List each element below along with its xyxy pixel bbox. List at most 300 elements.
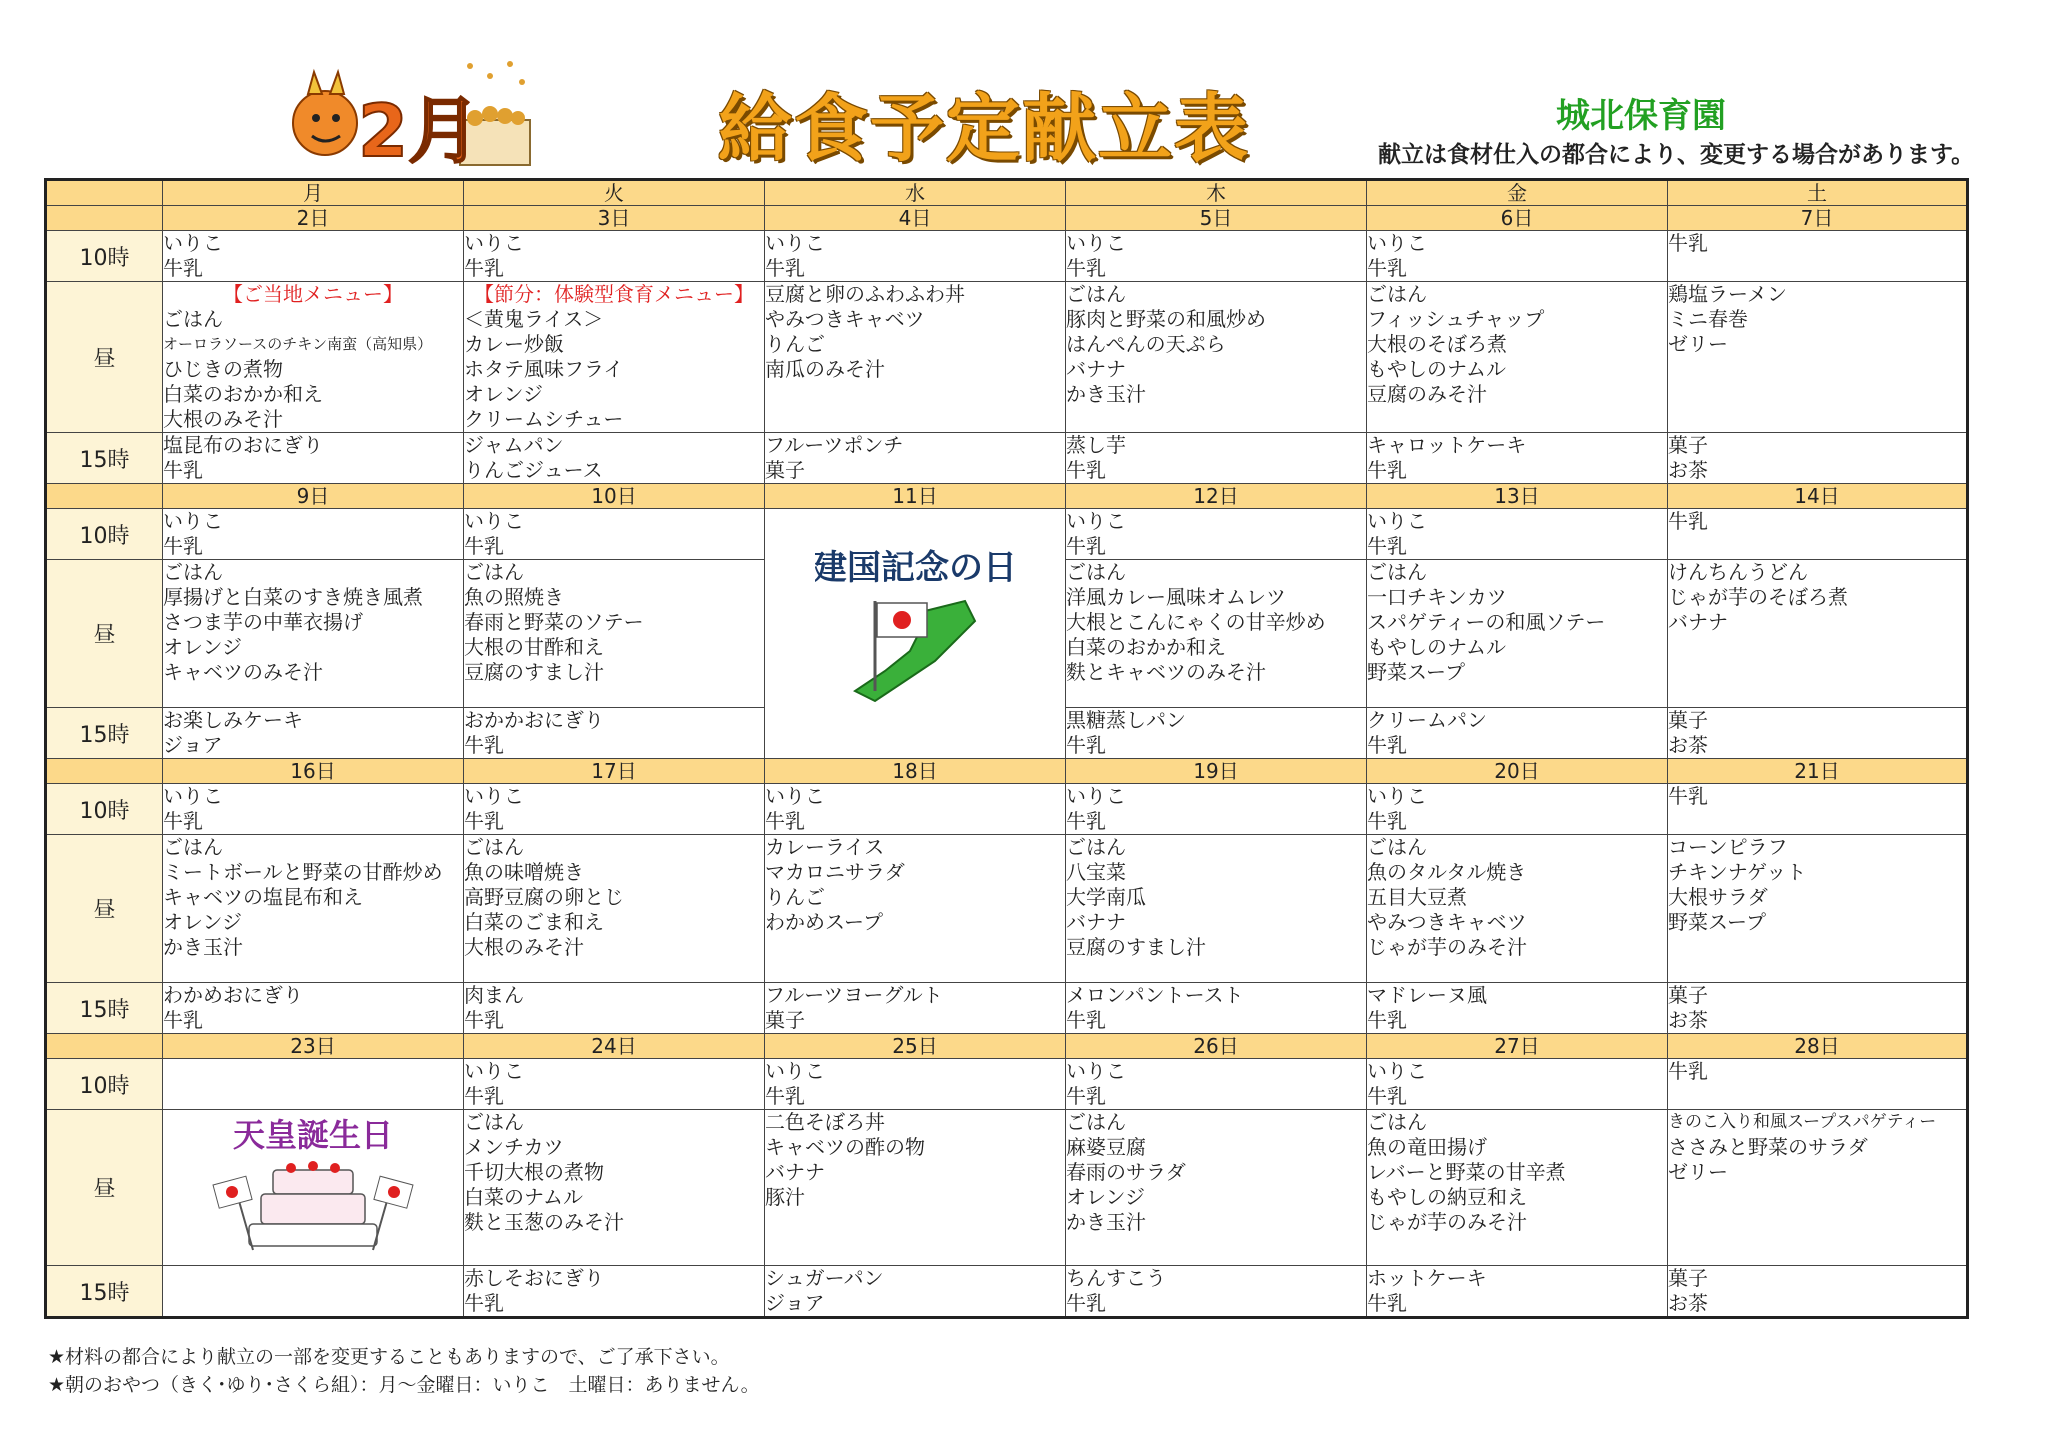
menu-item: 牛乳: [1367, 809, 1407, 833]
menu-item: けんちんうどん: [1668, 560, 1808, 584]
lunch-special-heading: 【ご当地メニュー】: [223, 282, 403, 306]
month-label: 2月: [358, 89, 481, 173]
menu-item: バナナ: [1066, 910, 1126, 934]
menu-item: 牛乳: [163, 458, 203, 482]
menu-item: いりこ: [1066, 784, 1126, 808]
menu-item: バナナ: [765, 1160, 825, 1184]
menu-item: 牛乳: [1668, 784, 1708, 808]
menu-item: いりこ: [464, 231, 524, 255]
menu-item: はんぺんの天ぷら: [1066, 332, 1226, 356]
lunch-row: [46, 835, 1968, 983]
menu-item: ゼリー: [1668, 1160, 1728, 1184]
menu-item: メロンパントースト: [1066, 983, 1244, 1007]
menu-cell: [163, 835, 464, 983]
corner-cell: [46, 180, 163, 206]
row-label-morning: 10時: [46, 784, 163, 835]
weekday-header-row: [46, 180, 1968, 206]
date-cell: 3日: [464, 206, 765, 231]
menu-cell: [1668, 1110, 1968, 1266]
menu-item: やみつきキャベツ: [765, 307, 925, 331]
date-row-label: [46, 206, 163, 231]
menu-item: 塩昆布のおにぎり: [163, 433, 323, 457]
menu-item: ゼリー: [1668, 332, 1728, 356]
menu-item: ホタテ風味フライ: [464, 357, 624, 381]
menu-item: 千切大根の煮物: [464, 1160, 604, 1184]
menu-item: いりこ: [765, 231, 825, 255]
menu-item: 魚の照焼き: [464, 585, 564, 609]
menu-item: 牛乳: [1367, 1008, 1407, 1032]
menu-item: 野菜スープ: [1668, 910, 1766, 934]
menu-cell: [464, 784, 765, 835]
menu-item: クリームパン: [1367, 708, 1487, 732]
morning-row: [46, 784, 1968, 835]
date-cell: 10日: [464, 484, 765, 509]
menu-cell: [1668, 784, 1968, 835]
menu-item: お茶: [1668, 733, 1708, 757]
menu-cell: [1066, 509, 1367, 560]
snack-row: [46, 1266, 1968, 1318]
menu-cell: [1367, 708, 1668, 759]
menu-item: りんご: [765, 885, 825, 909]
menu-item: 鶏塩ラーメン: [1668, 282, 1787, 306]
menu-cell: [464, 1059, 765, 1110]
menu-item: 牛乳: [1066, 1291, 1106, 1315]
menu-item: メンチカツ: [464, 1135, 564, 1159]
school-name: 城北保育園: [1556, 96, 1726, 136]
menu-item: いりこ: [765, 784, 825, 808]
menu-cell: [1668, 282, 1968, 433]
menu-cell: [464, 509, 765, 560]
menu-item: ちんすこう: [1066, 1266, 1166, 1290]
menu-item: ごはん: [1367, 1110, 1427, 1134]
menu-item: じゃが芋のみそ汁: [1367, 1210, 1527, 1234]
menu-item: 菓子: [765, 458, 805, 482]
menu-cell: [163, 231, 464, 282]
national-foundation-day-icon: [815, 541, 1015, 721]
menu-item: いりこ: [1066, 1059, 1126, 1083]
menu-item: ごはん: [163, 307, 223, 331]
menu-item: 白菜のおかか和え: [163, 382, 323, 406]
menu-cell: [1668, 983, 1968, 1034]
menu-item: 肉まん: [464, 983, 524, 1007]
menu-cell: [765, 231, 1066, 282]
menu-item: バナナ: [1066, 357, 1126, 381]
menu-item: 魚の味噌焼き: [464, 860, 584, 884]
menu-item: ジョア: [163, 733, 223, 757]
menu-cell: [163, 1266, 464, 1318]
menu-cell: [1066, 433, 1367, 484]
menu-item: 牛乳: [1668, 1059, 1708, 1083]
menu-cell: [1066, 835, 1367, 983]
menu-item: ミートボールと野菜の甘酢炒め: [163, 860, 443, 884]
menu-item: 菓子: [1668, 983, 1708, 1007]
menu-cell: [464, 1266, 765, 1318]
date-cell: 17日: [464, 759, 765, 784]
menu-item: 大根とこんにゃくの甘辛炒め: [1066, 610, 1326, 634]
menu-item: 黒糖蒸しパン: [1066, 708, 1186, 732]
menu-item: 牛乳: [1066, 809, 1106, 833]
row-label-lunch: 昼: [46, 282, 163, 433]
menu-item: チキンナゲット: [1668, 860, 1807, 884]
menu-item: ごはん: [163, 560, 223, 584]
menu-cell: [1367, 835, 1668, 983]
date-row-label: [46, 759, 163, 784]
menu-item: キャベツのみそ汁: [163, 660, 323, 684]
date-cell: 6日: [1367, 206, 1668, 231]
menu-cell: [1367, 1059, 1668, 1110]
menu-cell: [163, 509, 464, 560]
menu-item: コーンピラフ: [1668, 835, 1788, 859]
menu-cell: [765, 282, 1066, 433]
menu-cell: [765, 983, 1066, 1034]
menu-item: フルーツヨーグルト: [765, 983, 943, 1007]
row-label-snack: 15時: [46, 708, 163, 759]
menu-item: 牛乳: [1367, 534, 1407, 558]
menu-item: いりこ: [163, 509, 223, 533]
menu-item: 赤しそおにぎり: [464, 1266, 604, 1290]
morning-row: [46, 231, 1968, 282]
date-cell: 25日: [765, 1034, 1066, 1059]
row-label-morning: 10時: [46, 231, 163, 282]
menu-item: いりこ: [1367, 231, 1427, 255]
menu-item: いりこ: [163, 784, 223, 808]
menu-item: わかめおにぎり: [163, 983, 303, 1007]
menu-item: いりこ: [464, 1059, 524, 1083]
menu-item: ホットケーキ: [1367, 1266, 1487, 1290]
menu-item: 牛乳: [464, 1291, 504, 1315]
menu-cell: [1367, 784, 1668, 835]
date-row: [46, 206, 1968, 231]
menu-item: いりこ: [464, 509, 524, 533]
footer-note: ★朝のおやつ（きく･ゆり･さくら組）：月～金曜日：いりこ 土曜日：ありません。: [48, 1374, 760, 1396]
menu-item: お茶: [1668, 1291, 1708, 1315]
menu-item: ごはん: [464, 835, 524, 859]
menu-item: 一口チキンカツ: [1367, 585, 1507, 609]
date-cell: 12日: [1066, 484, 1367, 509]
menu-cell: [464, 1110, 765, 1266]
menu-item: 八宝菜: [1066, 860, 1126, 884]
menu-item: ごはん: [1367, 560, 1427, 584]
menu-item: 牛乳: [464, 733, 504, 757]
page-header: [0, 0, 2048, 175]
menu-cell: [163, 282, 464, 433]
menu-cell: [464, 983, 765, 1034]
menu-item: いりこ: [163, 231, 223, 255]
menu-cell: [464, 708, 765, 759]
menu-cell: [1066, 231, 1367, 282]
menu-cell: [765, 1266, 1066, 1318]
date-cell: 27日: [1367, 1034, 1668, 1059]
menu-cell: [1367, 433, 1668, 484]
menu-item: 牛乳: [1367, 733, 1407, 757]
menu-cell: [1367, 560, 1668, 708]
menu-item: かき玉汁: [1066, 382, 1146, 406]
date-cell: 18日: [765, 759, 1066, 784]
footer-notes: [48, 1343, 760, 1399]
menu-cell: [1668, 231, 1968, 282]
menu-item: 蒸し芋: [1066, 433, 1126, 457]
menu-item: キャロットケーキ: [1367, 433, 1527, 457]
menu-item: ＜黄鬼ライス＞: [464, 307, 604, 331]
date-row: [46, 759, 1968, 784]
menu-cell: [1066, 1110, 1367, 1266]
menu-cell: [1367, 231, 1668, 282]
menu-item: 大根のみそ汁: [163, 407, 283, 431]
menu-item: 牛乳: [1066, 1084, 1106, 1108]
menu-item: 牛乳: [1668, 509, 1708, 533]
menu-item: フルーツポンチ: [765, 433, 904, 457]
menu-cell: [163, 1059, 464, 1110]
menu-item: 菓子: [765, 1008, 805, 1032]
menu-item: ごはん: [1066, 1110, 1126, 1134]
row-label-snack: 15時: [46, 1266, 163, 1318]
date-cell: 13日: [1367, 484, 1668, 509]
menu-item: 牛乳: [765, 1084, 805, 1108]
menu-item: ごはん: [163, 835, 223, 859]
menu-cell: [1066, 560, 1367, 708]
menu-item: 豆腐のすまし汁: [1066, 935, 1206, 959]
menu-item: 菓子: [1668, 708, 1708, 732]
menu-item: 牛乳: [1066, 733, 1106, 757]
menu-item: オレンジ: [163, 910, 242, 934]
menu-item: 牛乳: [163, 809, 203, 833]
menu-item: 大根のそぼろ煮: [1367, 332, 1507, 356]
menu-item: シュガーパン: [765, 1266, 884, 1290]
date-row-label: [46, 484, 163, 509]
date-cell: 20日: [1367, 759, 1668, 784]
date-cell: 11日: [765, 484, 1066, 509]
menu-item: バナナ: [1668, 610, 1728, 634]
menu-item: かき玉汁: [163, 935, 243, 959]
menu-cell: [1367, 1110, 1668, 1266]
menu-item: いりこ: [464, 784, 524, 808]
menu-item: 魚のタルタル焼き: [1367, 860, 1527, 884]
menu-item: さつま芋の中華衣揚げ: [163, 610, 363, 634]
menu-item: 麩とキャベツのみそ汁: [1066, 660, 1266, 684]
date-cell: 16日: [163, 759, 464, 784]
menu-item: クリームシチュー: [464, 407, 624, 431]
menu-cell: [1668, 560, 1968, 708]
menu-item: キャベツの酢の物: [765, 1135, 925, 1159]
menu-item: 牛乳: [464, 256, 504, 280]
menu-item: ジャムパン: [464, 433, 564, 457]
row-label-morning: 10時: [46, 1059, 163, 1110]
page-title: 給食予定献立表: [718, 86, 1250, 172]
menu-item: おかかおにぎり: [464, 708, 604, 732]
menu-item: いりこ: [1066, 231, 1126, 255]
menu-cell: [1066, 1059, 1367, 1110]
menu-item: 牛乳: [163, 256, 203, 280]
menu-item: 牛乳: [765, 256, 805, 280]
menu-item: マドレーヌ風: [1367, 983, 1487, 1007]
menu-item: 牛乳: [464, 809, 504, 833]
menu-item: 春雨と野菜のソテー: [464, 610, 644, 634]
holiday-label: 天皇誕生日: [232, 1116, 394, 1154]
menu-item: 牛乳: [163, 1008, 203, 1032]
menu-item: 魚の竜田揚げ: [1367, 1135, 1487, 1159]
menu-cell: [1066, 708, 1367, 759]
menu-item: 牛乳: [1367, 1291, 1407, 1315]
menu-item: オレンジ: [464, 382, 543, 406]
menu-item: わかめスープ: [765, 910, 883, 934]
date-cell: 26日: [1066, 1034, 1367, 1059]
date-cell: 23日: [163, 1034, 464, 1059]
menu-item: 牛乳: [1367, 256, 1407, 280]
menu-item: もやしの納豆和え: [1367, 1185, 1527, 1209]
menu-item: きのこ入り和風スープスパゲティー: [1668, 1112, 1937, 1132]
menu-cell: [765, 433, 1066, 484]
menu-item: 高野豆腐の卵とじ: [464, 885, 624, 909]
menu-item: お茶: [1668, 1008, 1708, 1032]
menu-item: オレンジ: [1066, 1185, 1145, 1209]
menu-item: お楽しみケーキ: [163, 708, 303, 732]
menu-item: ごはん: [1367, 282, 1427, 306]
menu-item: 大学南瓜: [1066, 885, 1146, 909]
menu-item: 豚汁: [765, 1185, 805, 1209]
date-row: [46, 484, 1968, 509]
menu-cell: [1668, 835, 1968, 983]
emperors-birthday-icon: [203, 1110, 423, 1260]
menu-item: オレンジ: [163, 635, 242, 659]
row-label-snack: 15時: [46, 983, 163, 1034]
menu-cell: [1367, 509, 1668, 560]
menu-item: 大根のみそ汁: [464, 935, 584, 959]
row-label-lunch: 昼: [46, 835, 163, 983]
row-label-morning: 10時: [46, 509, 163, 560]
date-cell: 2日: [163, 206, 464, 231]
menu-item: ごはん: [1066, 835, 1126, 859]
menu-item: 豆腐のすまし汁: [464, 660, 604, 684]
lunch-row: [46, 1110, 1968, 1266]
menu-cell: [464, 231, 765, 282]
date-cell: 7日: [1668, 206, 1968, 231]
menu-item: 豆腐のみそ汁: [1367, 382, 1487, 406]
menu-cell: [1668, 708, 1968, 759]
date-cell: 24日: [464, 1034, 765, 1059]
menu-cell: [163, 708, 464, 759]
menu-item: ごはん: [1066, 560, 1126, 584]
menu-item: 牛乳: [1066, 256, 1106, 280]
menu-item: ひじきの煮物: [163, 357, 283, 381]
weekday-mon: 月: [163, 180, 464, 206]
menu-cell: [765, 835, 1066, 983]
weekday-thu: 木: [1066, 180, 1367, 206]
menu-item: 牛乳: [163, 534, 203, 558]
date-cell: 4日: [765, 206, 1066, 231]
menu-item: お茶: [1668, 458, 1708, 482]
menu-item: 厚揚げと白菜のすき焼き風煮: [163, 585, 423, 609]
menu-cell: [1066, 1266, 1367, 1318]
menu-cell: [464, 835, 765, 983]
menu-cell: [1668, 1266, 1968, 1318]
menu-item: ごはん: [464, 1110, 524, 1134]
menu-item: いりこ: [1367, 1059, 1427, 1083]
menu-cell: [1668, 433, 1968, 484]
menu-item: りんご: [765, 332, 825, 356]
menu-item: 牛乳: [1066, 1008, 1106, 1032]
menu-item: ごはん: [1066, 282, 1126, 306]
menu-cell: [1668, 1059, 1968, 1110]
menu-item: 洋風カレー風味オムレツ: [1066, 585, 1286, 609]
menu-cell: [464, 433, 765, 484]
menu-item: ミニ春巻: [1668, 307, 1748, 331]
menu-item: いりこ: [765, 1059, 825, 1083]
lunch-special-heading: 【節分：体験型食育メニュー】: [474, 282, 754, 306]
menu-item: ささみと野菜のサラダ: [1668, 1135, 1868, 1159]
menu-item: やみつきキャベツ: [1367, 910, 1527, 934]
snack-row: [46, 983, 1968, 1034]
date-cell: 28日: [1668, 1034, 1968, 1059]
date-cell: 14日: [1668, 484, 1968, 509]
menu-item: 大根の甘酢和え: [464, 635, 604, 659]
menu-item: 白菜のおかか和え: [1066, 635, 1226, 659]
menu-item: 南瓜のみそ汁: [765, 357, 885, 381]
menu-item: 豆腐と卵のふわふわ丼: [765, 282, 965, 306]
menu-item: 麻婆豆腐: [1066, 1135, 1146, 1159]
menu-item: フィッシュチャップ: [1367, 307, 1545, 331]
menu-item: 牛乳: [464, 1084, 504, 1108]
menu-item: 五目大豆煮: [1367, 885, 1467, 909]
menu-cell: [1066, 282, 1367, 433]
menu-item: 春雨のサラダ: [1066, 1160, 1186, 1184]
morning-row: [46, 509, 1968, 560]
menu-item: 大根サラダ: [1668, 885, 1768, 909]
change-notice: 献立は食材仕入の都合により、変更する場合があります。: [1378, 142, 1975, 168]
morning-row: [46, 1059, 1968, 1110]
menu-item: 牛乳: [1066, 458, 1106, 482]
menu-cell: [464, 282, 765, 433]
menu-item: カレーライス: [765, 835, 885, 859]
menu-item: 白菜のごま和え: [464, 910, 604, 934]
menu-cell: [464, 560, 765, 708]
menu-item: 牛乳: [1066, 534, 1106, 558]
menu-item: ごはん: [464, 560, 524, 584]
menu-item: 菓子: [1668, 433, 1708, 457]
menu-cell: [1066, 784, 1367, 835]
row-label-lunch: 昼: [46, 1110, 163, 1266]
menu-item: じゃが芋のそぼろ煮: [1668, 585, 1848, 609]
menu-item: レバーと野菜の甘辛煮: [1367, 1160, 1566, 1184]
holiday-cell: [163, 1110, 464, 1266]
menu-cell: [765, 1059, 1066, 1110]
snack-row: [46, 433, 1968, 484]
menu-item: 牛乳: [1367, 458, 1407, 482]
menu-cell: [163, 784, 464, 835]
menu-item: オーロラソースのチキン南蛮（高知県）: [163, 335, 433, 353]
menu-item: もやしのナムル: [1367, 635, 1506, 659]
menu-item: ごはん: [1367, 835, 1427, 859]
menu-item: キャベツの塩昆布和え: [163, 885, 363, 909]
menu-item: 牛乳: [1668, 231, 1708, 255]
date-cell: 21日: [1668, 759, 1968, 784]
menu-item: 牛乳: [464, 1008, 504, 1032]
menu-item: カレー炒飯: [464, 332, 564, 356]
menu-cell: [765, 784, 1066, 835]
footer-note: ★材料の都合により献立の一部を変更することもありますので、ご了承下さい。: [48, 1346, 730, 1368]
date-row: [46, 1034, 1968, 1059]
menu-item: マカロニサラダ: [765, 860, 905, 884]
menu-item: 野菜スープ: [1367, 660, 1465, 684]
menu-item: 豚肉と野菜の和風炒め: [1066, 307, 1266, 331]
menu-cell: [1367, 1266, 1668, 1318]
weekday-fri: 金: [1367, 180, 1668, 206]
menu-item: 白菜のナムル: [464, 1185, 583, 1209]
menu-item: じゃが芋のみそ汁: [1367, 935, 1527, 959]
weekday-tue: 火: [464, 180, 765, 206]
weekday-wed: 水: [765, 180, 1066, 206]
menu-cell: [163, 560, 464, 708]
menu-item: スパゲティーの和風ソテー: [1367, 610, 1606, 634]
